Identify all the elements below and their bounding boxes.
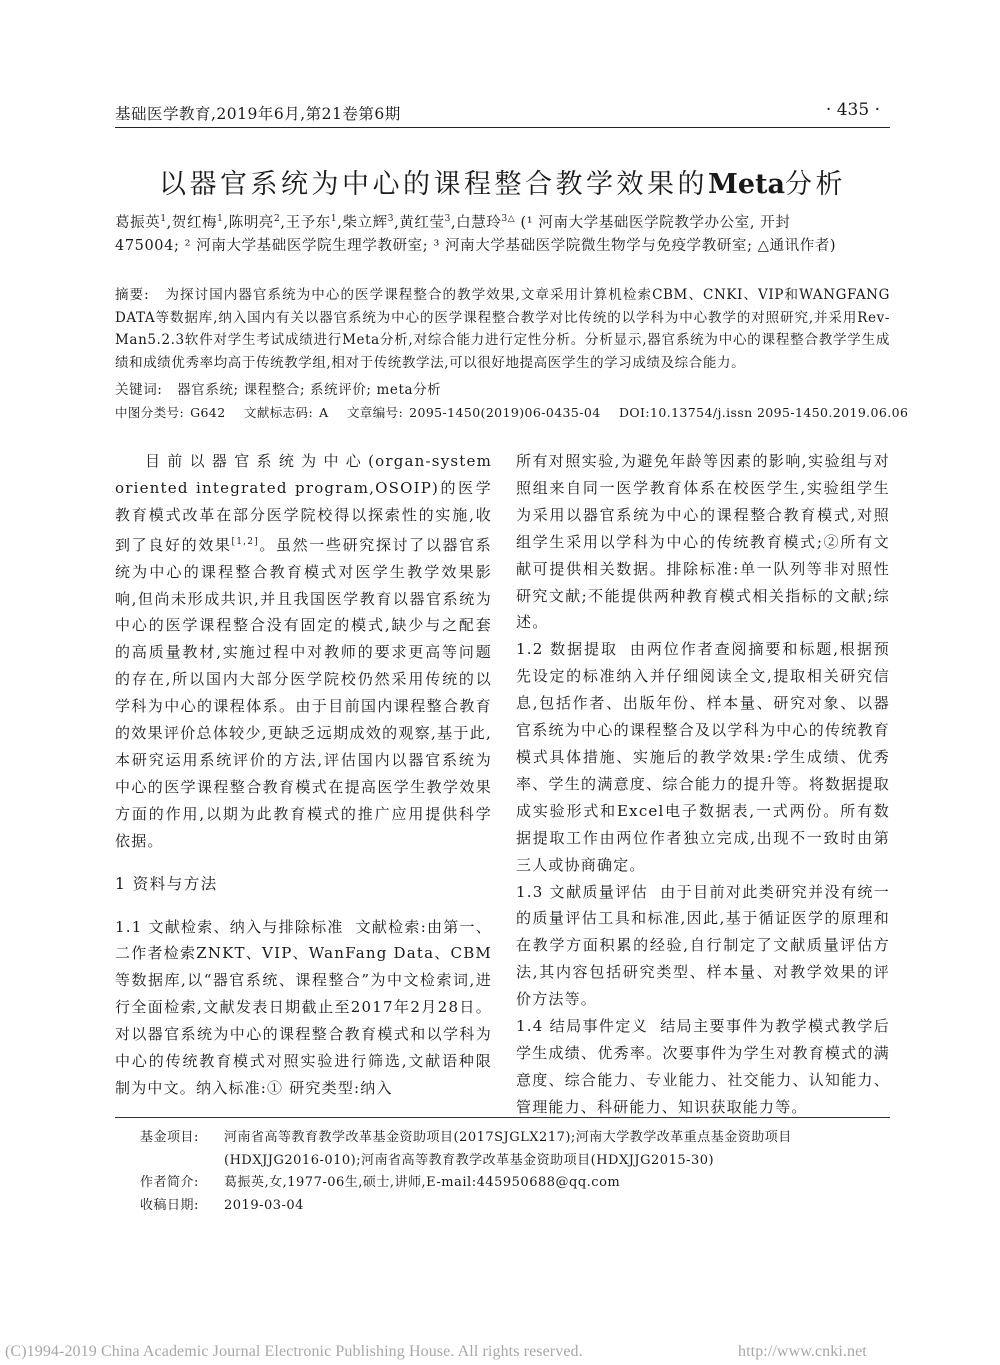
clc-label: 中图分类号: [115,405,185,420]
subsection-1-4: 1.4 结局事件定义 结局主要事件为教学模式教学后学生成绩、优秀率。次要事件为学生对教育模式的满意度、综合能力、专业能力、社交能力、认知能力、管理能力、科研能力、知识获取能力等。 [516,1017,891,1116]
author-name: 白慧玲 [456,214,502,231]
doi-label: DOI: [618,405,650,420]
clc-value: G642 [190,405,226,420]
fund-row [140,1127,892,1172]
subsection-1-3: 1.3 文献质量评估 由于目前对此类研究并没有统一的质量评估工具和标准,因此,基于循证医学的原理和在教学方面积累的经验,自行制定了文献质量评估方法,其内容包括研究类型、样本量、对教学效果的评价方法等。 [516,882,891,1009]
author-name: 黄红莹 [399,214,445,231]
article-no-label: 文章编号: [346,405,404,420]
keywords-label: 关键词: [115,382,163,398]
author-name: 陈明亮 [228,214,275,231]
body-right-column [516,448,890,1121]
doc-code-value: A [319,405,329,420]
abstract-label: 摘要: [115,287,150,303]
site-url[interactable]: http://www.cnki.net [738,1343,867,1360]
author-name: 贺红梅 [171,214,218,231]
subsection-heading: 1.4 结局事件定义 [516,1017,649,1036]
author-aff: 1 [217,214,224,224]
author-block: 葛振英$^1$,贺红梅$^1$,陈明亮$^2$,王予东$^1$,柴立辉$^3$,黄红莹$^3$,白慧玲$^{3\triangle}$ (¹ 河南大学基础医学院教学办公室, 开封 475004; ² 河南大学基础医学院生理学教研室; ³ 河南大学基础医学院微生物学与免疫学教研室; △通讯作者) [115,214,837,254]
article-no-value: 2095-1450(2019)06-0435-04 [409,405,601,420]
classification-line [115,403,909,423]
author-name: 葛振英 [115,214,161,231]
journal-citation: 基础医学教育,2019年6月,第21卷第6期 [115,105,401,123]
affiliations-line2: 475004; ² 河南大学基础医学院生理学教研室; ³ 河南大学基础医学院微生物学与免疫学教研室; △通讯作者) [115,237,837,254]
author-aff: 3 [444,214,451,224]
subsection-heading: 1.2 数据提取 [516,640,618,659]
subsection-1-2: 1.2 数据提取 由两位作者查阅摘要和标题,根据预先设定的标准纳入并仔细阅读全文,提取相关研究信息,包括作者、出版年份、样本量、研究对象、以器官系统为中心的课程整合及以学科为中心的传统教育模式具体措施、实施后的教学效果:学生成绩、优秀率、学生的满意度、综合能力的提升等。将数据提取成实验形式和Excel电子数据表,一式两份。所有数据提取工作由两位作者独立完成,出现不一致时由第三人或协商确定。 [516,640,890,874]
author-aff: 3 [387,214,395,224]
subsection-1-1: 1.1 文献检索、纳入与排除标准 文献检索:由第一、二作者检索ZNKT、VIP、WanFang Data、CBM等数据库,以“器官系统、课程整合”为中文检索词,进行全面检索,文献发表日期截止至2017年2月28日。对以器官系统为中心的课程整合教育模式和以学科为中心的传统教育模式对照实验进行筛选,文献语种限制为中文。纳入标准:① 研究类型:纳入 [115,917,492,1097]
affiliations-line1: (¹ 河南大学基础医学院教学办公室, 开封 [520,214,791,231]
footnotes [140,1127,892,1217]
running-head [115,100,890,126]
doi-value: 10.13754/j.issn 2095-1450.2019.06.06 [650,405,909,420]
subsection-1-1-cont: 所有对照实验,为避免年龄等因素的影响,实验组与对照组来自同一医学教育体系在校医学生,实验组学生为采用以器官系统为中心的课程整合教育模式,对照组学生采用以学科为中心的传统教育模式;②所有文献可提供相关数据。排除标准:单一队列等非对照性研究文献;不能提供两种教育模式相关指标的文献;综述。 [516,452,890,632]
keywords [115,380,890,400]
intro-paragraph: 目前以器官系统为中心(organ-system oriented integrated program,OSOIP)的医学教育模式改革在部分医学院校得以探索性的实施,收到了良好的效果[1,2]。虽然一些研究探讨了以器官系统为中心的课程整合教育模式对医学生教学效果影响,但尚未形成共识,并且我国医学教育以器官系统为中心的医学课程整合没有固定的模式,缺少与之配套的高质量教材,实施过程中对教师的要求更高等问题的存在,所以国内大部分医学院校仍然采用传统的以学科为中心的课程体系。由于目前国内课程整合教育的效果评价总体较少,更缺乏远期成效的观察,基于此,本研究运用系统评价的方法,评估国内以器官系统为中心的医学课程整合教育模式在提高医学生教学效果方面的作用,以期为此教育模式的推广应用提供科学依据。 [115,452,492,850]
author-name: 柴立辉 [342,214,388,231]
fund-text: 河南省高等教育教学改革基金资助项目(2017SJGLX217);河南大学教学改革重点基金资助项目(HDXJJG2016-010);河南省高等教育教学改革基金资助项目(HDXJJG2015-30) [224,1130,792,1168]
author-info-text: 葛振英,女,1977-06生,硕士,讲师,E-mail:445950688@qq.com [224,1175,621,1190]
author-aff: 1 [160,214,167,224]
author-info-row [140,1172,892,1195]
abstract [115,284,890,374]
title-tail: 分析 [785,169,847,200]
copyright-notice: (C)1994-2019 China Academic Journal Electronic Publishing House. All rights reserved. [5,1343,583,1360]
subsection-heading: 1.1 文献检索、纳入与排除标准 [115,917,344,936]
received-row [140,1195,892,1218]
title-latin: Meta [707,169,786,200]
doc-code-label: 文献标志码: [243,405,314,420]
section-heading: 1 资料与方法 [115,874,218,893]
footnote-rule [115,1117,890,1118]
author-aff: 2 [274,214,281,224]
header-rule [115,127,890,128]
subsection-heading: 1.3 文献质量评估 [516,882,649,901]
author-name: 王予东 [285,214,331,231]
received-date: 2019-03-04 [224,1197,304,1213]
body-left-column [115,448,492,1102]
author-aff: 1 [330,214,338,224]
abstract-text: 为探讨国内器官系统为中心的医学课程整合的教学效果,文章采用计算机检索CBM、CNKI、VIP和WANGFANG DATA等数据库,纳入国内有关以器官系统为中心的医学课程整合教学对比传统的以学科为中心教学的对照研究,并采用Rev-Man5.2.3软件对学生考试成绩进行Meta分析,对综合能力进行定性分析。分析显示,器官系统为中心的课程整合教学学生成绩和成绩优秀率均高于传统教学组,相对于传统教学法,可以很好地提高医学生的学习成绩及综合能力。 [115,287,890,371]
author-aff: 3△ [501,214,516,224]
keywords-list: 器官系统; 课程整合; 系统评价; meta分析 [177,382,442,398]
page-number: · 435 · [825,100,880,120]
article-title [115,162,890,201]
received-label: 收稿日期: [140,1197,199,1213]
fund-label: 基金项目: [140,1130,199,1145]
title-main: 以器官系统为中心的课程整合教学效果的 [158,169,708,200]
citation-ref: [1,2] [231,536,259,547]
author-info-label: 作者简介: [140,1175,199,1190]
